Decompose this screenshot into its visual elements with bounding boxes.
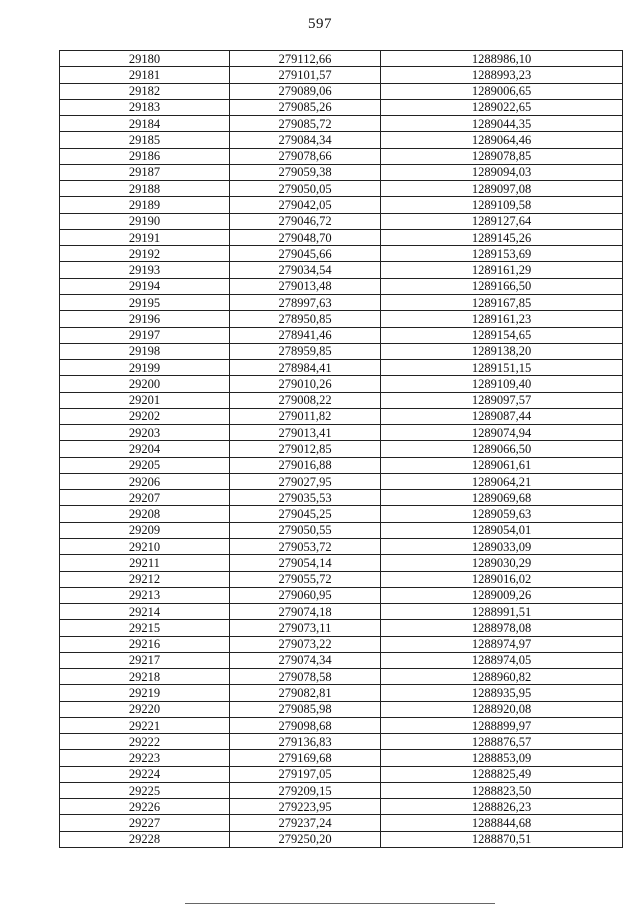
- x-coordinate-cell: 279046,72: [230, 213, 381, 229]
- table-row: [60, 294, 623, 310]
- table-row: [60, 376, 623, 392]
- coordinates-table-body: [60, 51, 623, 848]
- x-coordinate-cell: 279042,05: [230, 197, 381, 213]
- point-number-cell: 29228: [60, 831, 230, 847]
- x-coordinate-cell: 279060,95: [230, 587, 381, 603]
- point-number-cell: 29215: [60, 620, 230, 636]
- point-number-cell: 29216: [60, 636, 230, 652]
- y-coordinate-cell: 1289044,35: [381, 116, 623, 132]
- y-coordinate-cell: 1289078,85: [381, 148, 623, 164]
- x-coordinate-cell: 279074,34: [230, 652, 381, 668]
- x-coordinate-cell: 279098,68: [230, 717, 381, 733]
- point-number-cell: 29188: [60, 181, 230, 197]
- point-number-cell: 29222: [60, 734, 230, 750]
- point-number-cell: 29194: [60, 278, 230, 294]
- y-coordinate-cell: 1288986,10: [381, 51, 623, 67]
- y-coordinate-cell: 1288960,82: [381, 669, 623, 685]
- table-row: [60, 116, 623, 132]
- point-number-cell: 29203: [60, 425, 230, 441]
- point-number-cell: 29207: [60, 490, 230, 506]
- point-number-cell: 29225: [60, 782, 230, 798]
- x-coordinate-cell: 279101,57: [230, 67, 381, 83]
- y-coordinate-cell: 1289097,08: [381, 181, 623, 197]
- x-coordinate-cell: 278941,46: [230, 327, 381, 343]
- table-row: [60, 538, 623, 554]
- table-row: [60, 620, 623, 636]
- x-coordinate-cell: 279035,53: [230, 490, 381, 506]
- table-row: [60, 213, 623, 229]
- table-row: [60, 587, 623, 603]
- point-number-cell: 29220: [60, 701, 230, 717]
- table-row: [60, 799, 623, 815]
- point-number-cell: 29212: [60, 571, 230, 587]
- point-number-cell: 29202: [60, 408, 230, 424]
- y-coordinate-cell: 1289161,23: [381, 311, 623, 327]
- y-coordinate-cell: 1288870,51: [381, 831, 623, 847]
- table-row: [60, 522, 623, 538]
- table-row: [60, 132, 623, 148]
- table-row: [60, 262, 623, 278]
- point-number-cell: 29213: [60, 587, 230, 603]
- point-number-cell: 29191: [60, 229, 230, 245]
- bottom-edge-divider: [185, 903, 495, 904]
- table-row: [60, 229, 623, 245]
- y-coordinate-cell: 1289064,21: [381, 473, 623, 489]
- x-coordinate-cell: 279136,83: [230, 734, 381, 750]
- table-row: [60, 734, 623, 750]
- point-number-cell: 29224: [60, 766, 230, 782]
- table-row: [60, 181, 623, 197]
- x-coordinate-cell: 279055,72: [230, 571, 381, 587]
- point-number-cell: 29193: [60, 262, 230, 278]
- y-coordinate-cell: 1289161,29: [381, 262, 623, 278]
- table-row: [60, 636, 623, 652]
- x-coordinate-cell: 279016,88: [230, 457, 381, 473]
- table-row: [60, 67, 623, 83]
- y-coordinate-cell: 1288920,08: [381, 701, 623, 717]
- x-coordinate-cell: 279085,98: [230, 701, 381, 717]
- point-number-cell: 29205: [60, 457, 230, 473]
- point-number-cell: 29211: [60, 555, 230, 571]
- y-coordinate-cell: 1289109,58: [381, 197, 623, 213]
- y-coordinate-cell: 1289061,61: [381, 457, 623, 473]
- y-coordinate-cell: 1288844,68: [381, 815, 623, 831]
- y-coordinate-cell: 1288974,97: [381, 636, 623, 652]
- x-coordinate-cell: 279008,22: [230, 392, 381, 408]
- x-coordinate-cell: 279053,72: [230, 538, 381, 554]
- table-row: [60, 571, 623, 587]
- x-coordinate-cell: 279054,14: [230, 555, 381, 571]
- table-row: [60, 457, 623, 473]
- x-coordinate-cell: 278997,63: [230, 294, 381, 310]
- y-coordinate-cell: 1289154,65: [381, 327, 623, 343]
- y-coordinate-cell: 1289145,26: [381, 229, 623, 245]
- table-row: [60, 555, 623, 571]
- point-number-cell: 29204: [60, 441, 230, 457]
- coordinates-table: [59, 50, 623, 848]
- y-coordinate-cell: 1289006,65: [381, 83, 623, 99]
- x-coordinate-cell: 278950,85: [230, 311, 381, 327]
- table-row: [60, 441, 623, 457]
- table-row: [60, 506, 623, 522]
- x-coordinate-cell: 279250,20: [230, 831, 381, 847]
- x-coordinate-cell: 278959,85: [230, 343, 381, 359]
- x-coordinate-cell: 279197,05: [230, 766, 381, 782]
- x-coordinate-cell: 279073,22: [230, 636, 381, 652]
- y-coordinate-cell: 1288978,08: [381, 620, 623, 636]
- x-coordinate-cell: 279169,68: [230, 750, 381, 766]
- y-coordinate-cell: 1289016,02: [381, 571, 623, 587]
- y-coordinate-cell: 1289066,50: [381, 441, 623, 457]
- y-coordinate-cell: 1288876,57: [381, 734, 623, 750]
- table-row: [60, 717, 623, 733]
- point-number-cell: 29208: [60, 506, 230, 522]
- y-coordinate-cell: 1289059,63: [381, 506, 623, 522]
- point-number-cell: 29196: [60, 311, 230, 327]
- x-coordinate-cell: 279084,34: [230, 132, 381, 148]
- point-number-cell: 29206: [60, 473, 230, 489]
- point-number-cell: 29221: [60, 717, 230, 733]
- x-coordinate-cell: 279050,55: [230, 522, 381, 538]
- y-coordinate-cell: 1288826,23: [381, 799, 623, 815]
- point-number-cell: 29195: [60, 294, 230, 310]
- table-row: [60, 815, 623, 831]
- table-row: [60, 831, 623, 847]
- y-coordinate-cell: 1289153,69: [381, 246, 623, 262]
- x-coordinate-cell: 279237,24: [230, 815, 381, 831]
- y-coordinate-cell: 1289138,20: [381, 343, 623, 359]
- point-number-cell: 29182: [60, 83, 230, 99]
- table-row: [60, 343, 623, 359]
- y-coordinate-cell: 1289127,64: [381, 213, 623, 229]
- y-coordinate-cell: 1289166,50: [381, 278, 623, 294]
- table-row: [60, 425, 623, 441]
- table-row: [60, 83, 623, 99]
- point-number-cell: 29185: [60, 132, 230, 148]
- point-number-cell: 29192: [60, 246, 230, 262]
- page-number: 597: [308, 16, 332, 32]
- table-row: [60, 701, 623, 717]
- y-coordinate-cell: 1289069,68: [381, 490, 623, 506]
- point-number-cell: 29209: [60, 522, 230, 538]
- x-coordinate-cell: 279082,81: [230, 685, 381, 701]
- y-coordinate-cell: 1289022,65: [381, 99, 623, 115]
- y-coordinate-cell: 1289074,94: [381, 425, 623, 441]
- table-row: [60, 604, 623, 620]
- table-row: [60, 197, 623, 213]
- y-coordinate-cell: 1289151,15: [381, 360, 623, 376]
- table-row: [60, 360, 623, 376]
- y-coordinate-cell: 1288899,97: [381, 717, 623, 733]
- point-number-cell: 29200: [60, 376, 230, 392]
- y-coordinate-cell: 1289094,03: [381, 164, 623, 180]
- point-number-cell: 29190: [60, 213, 230, 229]
- point-number-cell: 29226: [60, 799, 230, 815]
- y-coordinate-cell: 1288853,09: [381, 750, 623, 766]
- y-coordinate-cell: 1289054,01: [381, 522, 623, 538]
- x-coordinate-cell: 279050,05: [230, 181, 381, 197]
- x-coordinate-cell: 279078,58: [230, 669, 381, 685]
- x-coordinate-cell: 279073,11: [230, 620, 381, 636]
- point-number-cell: 29217: [60, 652, 230, 668]
- point-number-cell: 29189: [60, 197, 230, 213]
- point-number-cell: 29210: [60, 538, 230, 554]
- table-row: [60, 766, 623, 782]
- table-row: [60, 782, 623, 798]
- y-coordinate-cell: 1289030,29: [381, 555, 623, 571]
- y-coordinate-cell: 1289097,57: [381, 392, 623, 408]
- y-coordinate-cell: 1289009,26: [381, 587, 623, 603]
- x-coordinate-cell: 279085,26: [230, 99, 381, 115]
- x-coordinate-cell: 279027,95: [230, 473, 381, 489]
- x-coordinate-cell: 279045,66: [230, 246, 381, 262]
- x-coordinate-cell: 279223,95: [230, 799, 381, 815]
- x-coordinate-cell: 279013,48: [230, 278, 381, 294]
- point-number-cell: 29214: [60, 604, 230, 620]
- table-row: [60, 685, 623, 701]
- table-row: [60, 311, 623, 327]
- point-number-cell: 29181: [60, 67, 230, 83]
- x-coordinate-cell: 279209,15: [230, 782, 381, 798]
- point-number-cell: 29199: [60, 360, 230, 376]
- x-coordinate-cell: 279078,66: [230, 148, 381, 164]
- x-coordinate-cell: 279085,72: [230, 116, 381, 132]
- point-number-cell: 29219: [60, 685, 230, 701]
- table-row: [60, 408, 623, 424]
- point-number-cell: 29180: [60, 51, 230, 67]
- point-number-cell: 29201: [60, 392, 230, 408]
- y-coordinate-cell: 1288823,50: [381, 782, 623, 798]
- x-coordinate-cell: 279010,26: [230, 376, 381, 392]
- x-coordinate-cell: 279089,06: [230, 83, 381, 99]
- table-row: [60, 164, 623, 180]
- y-coordinate-cell: 1289167,85: [381, 294, 623, 310]
- table-row: [60, 278, 623, 294]
- x-coordinate-cell: 279059,38: [230, 164, 381, 180]
- y-coordinate-cell: 1289109,40: [381, 376, 623, 392]
- table-row: [60, 99, 623, 115]
- point-number-cell: 29187: [60, 164, 230, 180]
- y-coordinate-cell: 1288974,05: [381, 652, 623, 668]
- point-number-cell: 29186: [60, 148, 230, 164]
- table-row: [60, 669, 623, 685]
- x-coordinate-cell: 279074,18: [230, 604, 381, 620]
- point-number-cell: 29197: [60, 327, 230, 343]
- point-number-cell: 29218: [60, 669, 230, 685]
- point-number-cell: 29184: [60, 116, 230, 132]
- y-coordinate-cell: 1289033,09: [381, 538, 623, 554]
- table-row: [60, 246, 623, 262]
- point-number-cell: 29183: [60, 99, 230, 115]
- table-row: [60, 490, 623, 506]
- point-number-cell: 29223: [60, 750, 230, 766]
- point-number-cell: 29227: [60, 815, 230, 831]
- x-coordinate-cell: 279012,85: [230, 441, 381, 457]
- x-coordinate-cell: 279034,54: [230, 262, 381, 278]
- x-coordinate-cell: 278984,41: [230, 360, 381, 376]
- table-row: [60, 148, 623, 164]
- y-coordinate-cell: 1288935,95: [381, 685, 623, 701]
- table-row: [60, 652, 623, 668]
- table-row: [60, 327, 623, 343]
- x-coordinate-cell: 279048,70: [230, 229, 381, 245]
- table-row: [60, 392, 623, 408]
- table-row: [60, 750, 623, 766]
- point-number-cell: 29198: [60, 343, 230, 359]
- table-row: [60, 51, 623, 67]
- x-coordinate-cell: 279013,41: [230, 425, 381, 441]
- y-coordinate-cell: 1289064,46: [381, 132, 623, 148]
- y-coordinate-cell: 1288991,51: [381, 604, 623, 620]
- x-coordinate-cell: 279011,82: [230, 408, 381, 424]
- x-coordinate-cell: 279045,25: [230, 506, 381, 522]
- y-coordinate-cell: 1289087,44: [381, 408, 623, 424]
- y-coordinate-cell: 1288825,49: [381, 766, 623, 782]
- table-row: [60, 473, 623, 489]
- x-coordinate-cell: 279112,66: [230, 51, 381, 67]
- y-coordinate-cell: 1288993,23: [381, 67, 623, 83]
